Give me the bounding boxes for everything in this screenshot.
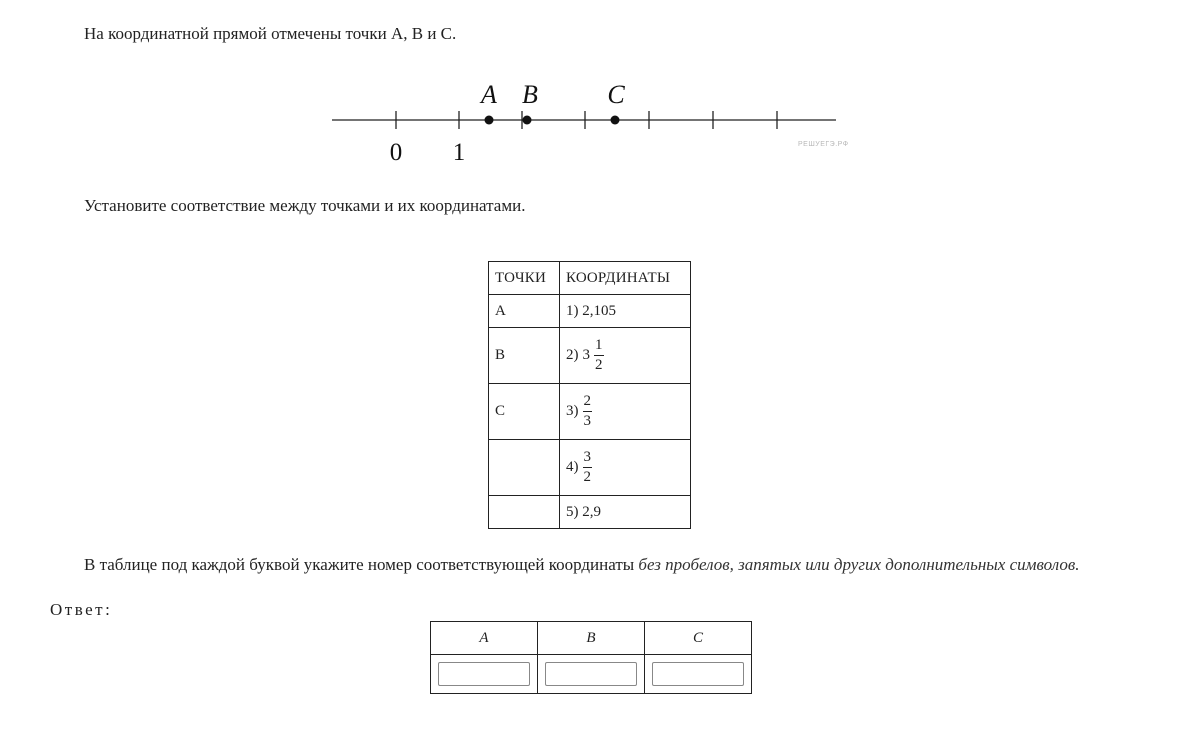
fraction xyxy=(594,338,604,373)
point-cell xyxy=(489,440,560,496)
coordinate-cell xyxy=(560,328,691,384)
table-row xyxy=(489,440,691,496)
task-text: Установите соответствие между точками и их координатами. xyxy=(84,196,526,215)
fraction-numerator: 2 xyxy=(583,394,593,412)
answer-header-a: A xyxy=(431,622,538,655)
header-coordinates: КООРДИНАТЫ xyxy=(560,262,691,295)
answer-table-header xyxy=(431,622,752,655)
matching-table xyxy=(488,261,691,529)
watermark: РЕШУЕГЭ.РФ xyxy=(798,141,849,148)
instruction-main: В таблице под каждой буквой укажите номер соответствующей координаты xyxy=(84,555,639,574)
point-cell: A xyxy=(489,295,560,328)
fraction xyxy=(583,450,593,485)
answer-cell-b xyxy=(538,655,645,694)
instruction-end: . xyxy=(1075,555,1080,574)
instruction-text xyxy=(48,553,1148,576)
fraction-numerator: 1 xyxy=(594,338,604,356)
answer-header-b: B xyxy=(538,622,645,655)
tick-label-zero: 0 xyxy=(389,139,403,166)
coordinate-prefix: 1) xyxy=(566,302,579,319)
matching-table-header xyxy=(489,262,691,295)
answer-input-a[interactable] xyxy=(438,662,530,686)
point-b-label: B xyxy=(522,80,538,109)
instruction-emphasis: без пробелов, запятых или других дополнительных символов xyxy=(638,555,1076,574)
header-points: ТОЧКИ xyxy=(489,262,560,295)
mixed-number-whole: 3 xyxy=(582,347,590,363)
fraction-denominator: 2 xyxy=(595,357,603,373)
coordinate-value: 2,105 xyxy=(582,302,616,319)
answer-table xyxy=(430,621,752,694)
answer-cell-a xyxy=(431,655,538,694)
answer-table-inputs xyxy=(431,655,752,694)
answer-label: Ответ: xyxy=(50,600,113,619)
point-a-dot xyxy=(485,116,494,125)
tick-label-one: 1 xyxy=(452,139,466,166)
coordinate-cell xyxy=(560,295,691,328)
coordinate-prefix: 5) xyxy=(566,503,579,520)
table-row xyxy=(489,496,691,529)
fraction-denominator: 3 xyxy=(583,413,591,429)
coordinate-prefix: 2) xyxy=(566,347,579,363)
number-line xyxy=(330,78,840,170)
coordinate-prefix: 4) xyxy=(566,459,579,475)
point-c-dot xyxy=(611,116,620,125)
coordinate-value: 2,9 xyxy=(582,503,601,520)
intro-text: На координатной прямой отмечены точки A, B и C. xyxy=(84,24,457,43)
table-row xyxy=(489,295,691,328)
table-row xyxy=(489,328,691,384)
point-cell: B xyxy=(489,328,560,384)
answer-cell-c xyxy=(645,655,752,694)
coordinate-prefix: 3) xyxy=(566,403,579,419)
answer-input-c[interactable] xyxy=(652,662,744,686)
point-b-dot xyxy=(523,116,532,125)
answer-input-b[interactable] xyxy=(545,662,637,686)
table-row xyxy=(489,384,691,440)
fraction-numerator: 3 xyxy=(583,450,593,468)
coordinate-cell xyxy=(560,496,691,529)
coordinate-cell xyxy=(560,440,691,496)
fraction xyxy=(583,394,593,429)
coordinate-cell xyxy=(560,384,691,440)
point-c-label: C xyxy=(607,80,625,109)
point-a-label: A xyxy=(481,80,497,109)
point-cell: C xyxy=(489,384,560,440)
answer-header-c: C xyxy=(645,622,752,655)
fraction-denominator: 2 xyxy=(583,469,591,485)
point-cell xyxy=(489,496,560,529)
